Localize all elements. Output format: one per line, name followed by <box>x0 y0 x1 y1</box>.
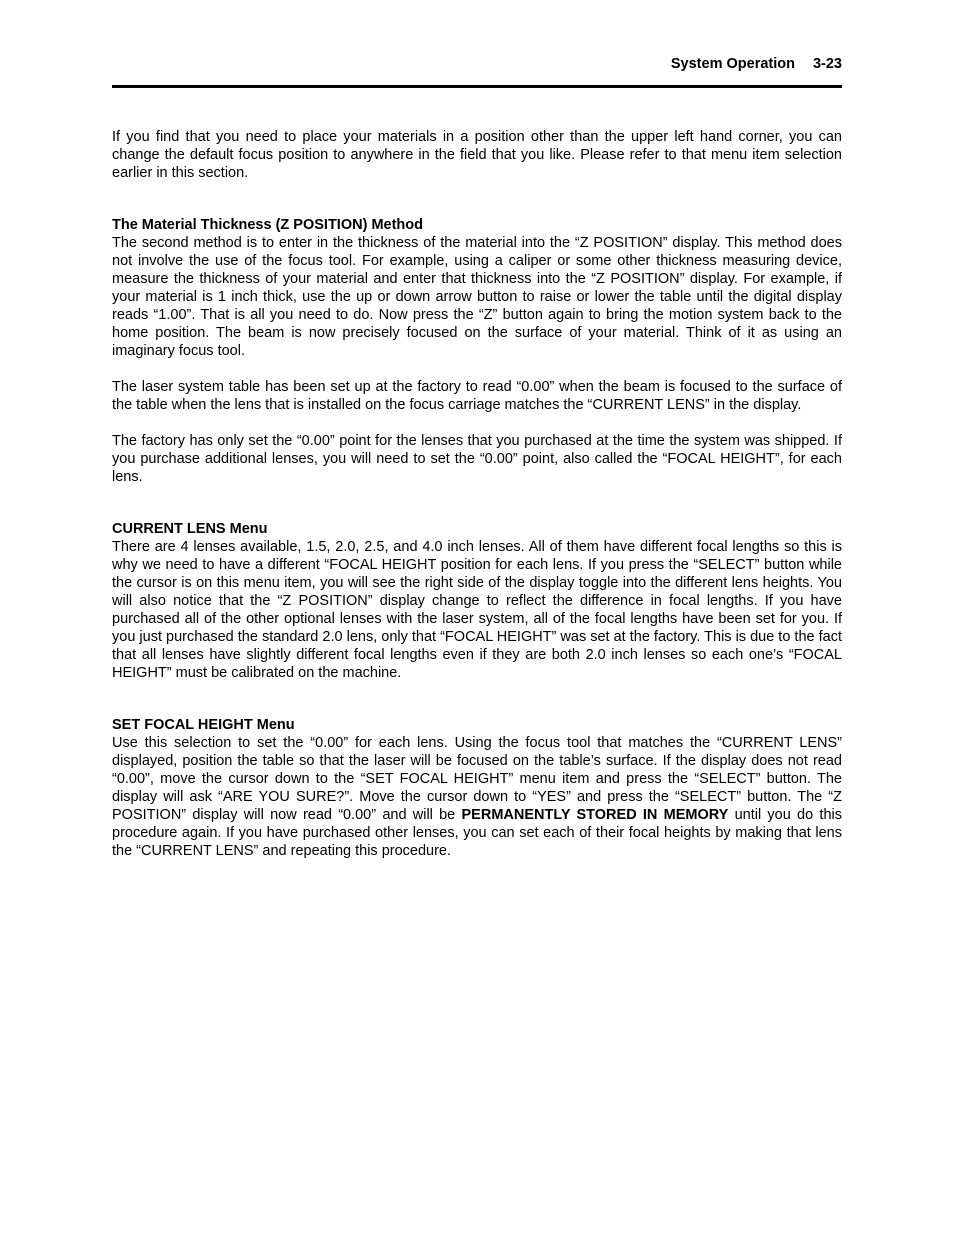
set-focal-height-text-before: Use this selection to set the “0.00” for each lens. Using the focus tool that matches the “CURRENT LENS” displayed, position the table so that the laser will be focused on the table’s surface. If the display does not read “0.00”, move the cursor down to the “SET FOCAL HEIGHT” menu item and press the “SELECT” button. The display will ask “ARE YOU SURE?”. Move the cursor down to “YES” and press the “SELECT” button. The “Z POSITION” display will now read “0.00” and will be <box>112 735 842 823</box>
set-focal-height-emphasis: PERMANENTLY STORED IN MEMORY <box>461 807 729 823</box>
thickness-paragraph-2: The laser system table has been set up at the factory to read “0.00” when the beam is focused to the surface of the table when the lens that is installed on the focus carriage matches the “CURRENT LENS” in the display. <box>112 379 842 413</box>
current-lens-heading: CURRENT LENS Menu <box>112 521 268 537</box>
thickness-heading: The Material Thickness (Z POSITION) Method <box>112 217 423 233</box>
thickness-paragraph-3: The factory has only set the “0.00” point for the lenses that you purchased at the time the system was shipped. If you purchase additional lenses, you will need to set the “0.00” point, also called the “FOCAL HEIGHT”, for each lens. <box>112 433 842 485</box>
page-body <box>112 128 842 860</box>
section-title: System Operation <box>670 56 795 72</box>
header-rule <box>112 85 842 88</box>
page-header <box>671 56 842 72</box>
current-lens-paragraph: There are 4 lenses available, 1.5, 2.0, 2.5, and 4.0 inch lenses. All of them have different focal lengths so this is why we need to have a different “FOCAL HEIGHT position for each lens. If you press the “SELECT” button while the cursor is on this menu item, you will see the right side of the display toggle into the different lens heights. You will also notice that the “Z POSITION” display change to reflect the difference in focal lengths. If you have purchased all of the other optional lenses with the laser system, all of the focal lengths have been set for you. If you just purchased the standard 2.0 lens, only that “FOCAL HEIGHT” was set at the factory. This is due to the fact that all lenses have slightly different focal lengths even if they are both 2.0 inch lenses so each one’s “FOCAL HEIGHT” must be calibrated on the machine. <box>112 539 842 681</box>
page-number: 3-23 <box>812 56 842 72</box>
set-focal-height-paragraph <box>112 734 842 860</box>
thickness-paragraph-1: The second method is to enter in the thickness of the material into the “Z POSITION” display. This method does not involve the use of the focus tool. For example, using a caliper or some other thickness measuring device, measure the thickness of your material and enter that thickness into the “Z POSITION” display. For example, if your material is 1 inch thick, use the up or down arrow button to raise or lower the table until the digital display reads “1.00”. That is all you need to do. Now press the “Z” button again to bring the motion system back to the home position. The beam is now precisely focused on the surface of your material. Think of it as using an imaginary focus tool. <box>112 235 842 359</box>
set-focal-height-heading: SET FOCAL HEIGHT Menu <box>112 717 295 733</box>
intro-paragraph: If you find that you need to place your materials in a position other than the upper left hand corner, you can change the default focus position to anywhere in the field that you like. Please refer to that menu item selection earlier in this section. <box>112 129 842 181</box>
set-focal-height-text-after: until you do this procedure again. If you have purchased other lenses, you can set each of their focal heights by making that lens the “CURRENT LENS” and repeating this procedure. <box>112 807 842 859</box>
